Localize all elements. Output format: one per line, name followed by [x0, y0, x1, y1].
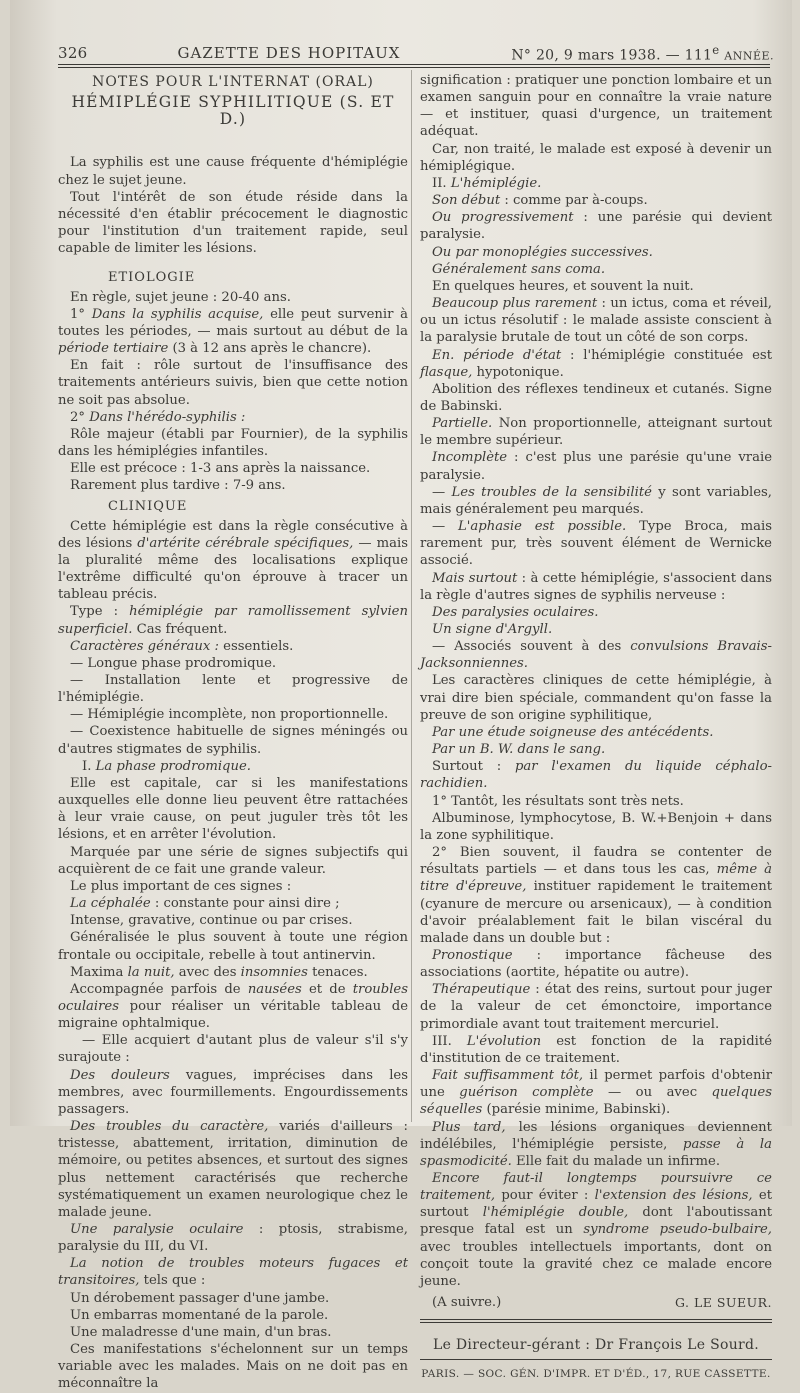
text-run: L'aphasie est possible. — [458, 519, 627, 535]
text-run: tenaces. — [307, 964, 368, 980]
text-run: passe à la spasmodicité. — [420, 1136, 772, 1169]
text-run: Incomplète — [432, 450, 508, 466]
left-column — [58, 74, 408, 1393]
paragraph: Rarement plus tardive : 7-9 ans. — [70, 478, 286, 494]
paragraph: Marquée par une série de signes subjectifs qui acquièrent de ce fait une grande valeur. — [58, 844, 408, 877]
paragraph — [420, 192, 772, 209]
paragraph: 1° Tantôt, les résultats sont très nets. — [432, 793, 684, 809]
paragraph — [420, 1170, 772, 1290]
section-heading-clinique: CLINIQUE — [108, 499, 188, 515]
text-run: — — [432, 484, 452, 500]
paragraph: Elle est capitale, car si les manifestations auxquelles elle donne lieu peuvent être rattachées à leur vraie cause, on peut juguler très tôt les lésions, et en arrêter l'évolution. — [58, 775, 408, 843]
paragraph: Abolition des réflexes tendineux et cutanés. Signe de Babinski. — [420, 381, 772, 414]
text-run: est fonction de la rapidité d'institution de ce traitement. — [420, 1033, 772, 1066]
paragraph — [58, 603, 408, 637]
paragraph: Elle est précoce : 1-3 ans après la naissance. — [70, 461, 371, 477]
paragraph — [58, 758, 408, 775]
text-run: En. période d'état — [432, 347, 562, 363]
text-run: pour éviter : — [495, 1188, 595, 1204]
paragraph — [420, 261, 772, 278]
text-run: avec des — [174, 964, 241, 980]
paragraph — [420, 1119, 772, 1170]
text-run: guérison complète — [459, 1085, 594, 1101]
text-run: Des paralysies oculaires. — [432, 604, 599, 620]
text-run: I. — [82, 758, 96, 774]
text-run: y sont variables, mais généralement peu marqués. — [420, 484, 772, 517]
text-run: même à titre d'épreuve, — [420, 862, 772, 895]
text-run: Des douleurs — [70, 1067, 170, 1083]
text-run: : à cette hémiplégie, s'associent dans la règle d'autres signes de syphilis nerveuse : — [420, 570, 773, 603]
paragraph — [58, 1118, 408, 1221]
paragraph: En fait : rôle surtout de l'insuffisance des traitements antérieurs suivis, bien que cette notion ne soit pas absolue. — [58, 358, 408, 408]
paragraph — [420, 604, 772, 621]
text-run: 1° — [70, 306, 92, 322]
text-run: : importance fâcheuse des associations (aortite, hépatite ou autre). — [420, 947, 772, 981]
author-signature: G. LE SUEUR. — [674, 1295, 772, 1311]
text-run: : l'hémiplégie constituée est — [561, 347, 772, 363]
text-run: l'extension des lésions, — [594, 1188, 753, 1204]
text-run: — ou avec — [593, 1085, 712, 1101]
page-number: 326 — [58, 44, 88, 62]
list-item: Une maladresse d'une main, d'un bras. — [70, 1324, 332, 1340]
paragraph: Généralisée le plus souvent à toute une région frontale ou occipitale, rebelle à tout antinervin. — [58, 930, 408, 963]
footer-rule — [420, 1319, 772, 1323]
text-run: Pronostique — [432, 947, 513, 963]
text-run: III. — [432, 1033, 467, 1049]
text-run: hypotonique. — [472, 364, 564, 380]
text-run: les lésions organiques deviennent indélébiles, l'hémiplégie persiste, — [420, 1119, 772, 1152]
paragraph: Tout l'intérêt de son étude réside dans la nécessité d'en établir précocement le diagnostic pour l'institution d'un traitement rapide, seul capable de limiter les lésions. — [58, 189, 408, 257]
paragraph: Rôle majeur (établi par Fournier), de la syphilis dans les hémiplégies infantiles. — [58, 426, 408, 459]
text-run: avec troubles intellectuels importants, dont on conçoit toute la gravité chez ce malade encore jeune. — [420, 1239, 772, 1289]
text-run: troubles oculaires — [58, 981, 408, 1014]
text-run: Ou par monoplégies successives. — [432, 244, 653, 260]
text-run: Dans la syphilis acquise, — [91, 306, 264, 322]
running-header — [58, 42, 774, 64]
text-run: — — [432, 519, 459, 535]
text-run: : ptosis, strabisme, paralysie du III, du VI. — [58, 1222, 408, 1255]
issue-sup: e — [712, 42, 720, 57]
text-run: La phase prodromique. — [95, 758, 251, 774]
header-rule — [58, 64, 770, 65]
paragraph: Car, non traité, le malade est exposé à devenir un hémiplégique. — [420, 141, 772, 174]
text-run: d'artérite cérébrale spécifiques, — [137, 535, 354, 551]
text-run: 2° — [70, 409, 90, 425]
text-run: : un ictus, coma et réveil, ou un ictus résolutif : le malade assiste conscient à la paralysie brutale de tout un côté de son corps. — [420, 296, 772, 346]
text-run: hémiplégie par ramollissement sylvien superficiel. — [58, 604, 408, 637]
list-item: — Longue phase prodromique. — [70, 655, 277, 671]
text-run: Ou progressivement — [432, 210, 574, 226]
text-run: Généralement sans coma. — [432, 261, 606, 277]
text-run: Cas fréquent. — [132, 621, 228, 637]
list-item: — Installation lente et progressive de l'hémiplégie. — [58, 673, 408, 706]
text-run: La notion de troubles moteurs fugaces et transitoires, — [58, 1256, 408, 1289]
section-kicker: NOTES POUR L'INTERNAT (ORAL) — [92, 74, 374, 90]
text-run: : comme par à-coups. — [500, 193, 648, 209]
paragraph — [420, 484, 772, 518]
paragraph — [420, 947, 772, 981]
paragraph: En quelques heures, et souvent la nuit. — [432, 278, 694, 294]
text-run: par l'examen du liquide céphalo-rachidien. — [420, 759, 772, 792]
section-heading-etiologie: ETIOLOGIE — [108, 270, 196, 286]
text-run: et de — [301, 981, 353, 997]
paragraph — [420, 415, 772, 449]
paragraph: Intense, gravative, continue ou par crises. — [70, 913, 353, 929]
text-run: 2° Bien souvent, il faudra se contenter de résultats partiels — et dans tous les cas, — [420, 845, 772, 878]
paragraph — [58, 981, 408, 1032]
text-run: convulsions Bravais-Jacksonniennes. — [420, 639, 772, 672]
text-run: Les troubles de la sensibilité — [451, 484, 652, 500]
paragraph — [58, 964, 408, 981]
paragraph — [58, 1255, 408, 1289]
text-run: essentiels. — [218, 638, 294, 654]
text-run: elle peut survenir à toutes les périodes, — mais surtout au début de la — [58, 306, 408, 339]
paragraph — [420, 209, 772, 243]
paragraph — [420, 638, 772, 672]
journal-title: GAZETTE DES HOPITAUX — [177, 44, 401, 62]
text-run: Par une étude soigneuse des antécédents. — [432, 724, 714, 740]
list-item: — Coexistence habituelle de signes méningés ou d'autres stigmates de syphilis. — [58, 724, 408, 757]
paragraph — [420, 295, 772, 346]
text-run: Maxima — [70, 964, 128, 980]
text-run: Des troubles du caractère, — [70, 1119, 269, 1135]
text-run: (parésie minime, Babinski). — [482, 1102, 671, 1118]
text-run: — mais la pluralité même des localisations explique l'extrême difficulté qu'on éprouve à tracer un tableau précis. — [58, 535, 408, 603]
director-line: Le Directeur-gérant : Dr François Le Sourd. — [432, 1337, 760, 1354]
paragraph — [420, 570, 772, 604]
text-run: Type : — [70, 604, 130, 620]
paragraph — [420, 449, 772, 483]
text-run: : une parésie qui devient paralysie. — [420, 210, 773, 243]
printer-imprint: PARIS. — SOC. GÉN. D'IMPR. ET D'ÉD., 17, RUE CASSETTE. — [421, 1368, 771, 1381]
text-run: quelques séquelles — [420, 1085, 772, 1118]
text-run: Encore faut-il longtemps poursuivre ce traitement, — [420, 1171, 772, 1204]
text-run: dont l'aboutissant presque fatal est un — [420, 1205, 772, 1238]
text-run: (3 à 12 ans après le chancre). — [168, 341, 372, 357]
paragraph — [420, 1033, 772, 1067]
text-run: L'hémiplégie. — [450, 175, 542, 191]
article-title: HÉMIPLÉGIE SYPHILITIQUE (S. ET D.) — [71, 93, 395, 129]
text-run: Caractères généraux : — [70, 638, 219, 654]
text-run: instituer rapidement le traitement (cyanure de mercure ou arsenicaux), — à condition d'avoir préalablement fait le bilan viscéral du malade dans un double but : — [420, 879, 772, 946]
text-run: II. — [432, 175, 451, 191]
text-run: Dans l'hérédo-syphilis : — [89, 409, 246, 425]
text-run: il permet parfois d'obtenir une — [420, 1068, 772, 1101]
text-run: Une paralysie oculaire — [70, 1222, 244, 1237]
newspaper-page — [10, 0, 792, 1392]
text-run: période tertiaire — [58, 341, 169, 357]
signature-line — [420, 1294, 772, 1311]
text-run: Plus tard, — [432, 1119, 506, 1135]
paragraph — [420, 724, 772, 741]
paragraph — [420, 1067, 772, 1118]
text-run: Fait suffisamment tôt, — [432, 1068, 584, 1084]
text-run: Accompagnée parfois de — [70, 981, 248, 997]
paragraph — [58, 306, 408, 357]
text-run: Elle fait du malade un infirme. — [511, 1153, 721, 1169]
paragraph: En règle, sujet jeune : 20-40 ans. — [70, 289, 291, 305]
paragraph — [420, 347, 772, 381]
paragraph: Le plus important de ces signes : — [70, 878, 292, 894]
paragraph — [420, 621, 772, 638]
text-run: Mais surtout — [432, 570, 518, 586]
text-run: nausées — [247, 981, 302, 997]
paragraph — [58, 895, 408, 912]
text-run: Surtout : — [432, 759, 515, 775]
text-run: pour réaliser un véritable tableau de migraine ophtalmique. — [58, 998, 408, 1032]
paragraph — [420, 518, 772, 569]
text-run: l'hémiplégie double, — [482, 1205, 629, 1221]
text-run: : constante pour ainsi dire ; — [150, 896, 340, 912]
issue-annee: ANNÉE. — [724, 49, 774, 63]
paragraph: Les caractères cliniques de cette hémiplégie, à vrai dire bien spéciale, commandent qu'on fasse la preuve de son origine syphilitique, — [420, 673, 772, 723]
text-run: L'évolution — [466, 1033, 542, 1049]
text-run: et surtout — [420, 1188, 772, 1221]
header-rule-thin — [58, 67, 770, 68]
to-be-continued: (A suivre.) — [432, 1295, 502, 1311]
paragraph — [420, 244, 772, 261]
paragraph — [420, 981, 772, 1032]
list-item: — Hémiplégie incomplète, non proportionnelle. — [70, 707, 389, 723]
list-item: Un dérobement passager d'une jambe. — [70, 1290, 330, 1306]
text-run: Non proportionnelle, atteignant surtout le membre supérieur. — [420, 416, 772, 449]
paragraph — [420, 741, 772, 758]
text-run: la nuit, — [127, 964, 175, 980]
text-run: La céphalée — [70, 896, 151, 912]
paragraph — [58, 1067, 408, 1118]
paragraph: signification : pratiquer une ponction lombaire et un examen sanguin pour en connaître la vraie nature — et instituer, quasi d'urgence, un traitement adéquat. — [420, 73, 772, 140]
issue-line — [511, 43, 774, 64]
text-run: Cette hémiplégie est dans la règle consécutive à des lésions — [58, 518, 408, 551]
text-run: Thérapeutique — [432, 982, 531, 998]
paragraph: Albuminose, lymphocytose, B. W.+Benjoin + dans la zone syphilitique. — [420, 810, 772, 843]
paragraph — [58, 409, 408, 426]
text-run: flasque, — [420, 364, 473, 380]
text-run: Type Broca, mais rarement pur, très souvent élément de Wernicke associé. — [420, 519, 772, 569]
column-divider — [411, 70, 412, 1122]
text-run: tels que : — [139, 1273, 206, 1289]
paragraph — [58, 518, 408, 604]
paragraph: Ces manifestations s'échelonnent sur un temps variable avec les malades. Mais on ne doit pas en méconnaître la — [58, 1342, 408, 1392]
text-run: syndrome pseudo-bulbaire, — [583, 1222, 773, 1238]
paragraph: La syphilis est une cause fréquente d'hémiplégie chez le sujet jeune. — [58, 155, 408, 188]
paragraph: — Elle acquiert d'autant plus de valeur s'il s'y surajoute : — [58, 1033, 408, 1066]
right-column — [420, 72, 772, 1384]
text-run: — Associés souvent à des — [432, 639, 631, 655]
text-run: : état des reins, surtout pour juger de la valeur de cet émonctoire, importance primordiale avant tout traitement mercuriel. — [420, 982, 772, 1032]
text-run: Partielle. — [432, 416, 493, 432]
paragraph — [58, 1221, 408, 1255]
list-item: Un embarras momentané de la parole. — [70, 1307, 329, 1323]
text-run: Par un B. W. dans le sang. — [432, 742, 606, 758]
text-run: : c'est plus une parésie qu'une vraie paralysie. — [420, 450, 772, 483]
text-run: Beaucoup plus rarement — [432, 296, 598, 312]
issue-text: N° 20, 9 mars 1938. — 111 — [511, 47, 713, 64]
footer-rule-thin — [420, 1359, 772, 1360]
paragraph — [420, 844, 772, 947]
text-run: vagues, imprécises dans les membres, avec fourmillements. Engourdissements passagers. — [58, 1067, 408, 1117]
text-run: Son début — [432, 193, 501, 209]
paragraph — [420, 175, 772, 192]
text-run: Un signe d'Argyll. — [432, 622, 553, 637]
paragraph — [420, 758, 772, 792]
text-run: variés d'ailleurs : tristesse, abattement, irritation, diminution de mémoire, ou petites absences, et surtout des signes plus nettement caractérisés que recherche systématiquement un examen neurologique chez le malade jeune. — [58, 1119, 408, 1220]
paragraph — [58, 638, 408, 655]
text-run: insomnies — [240, 964, 308, 980]
